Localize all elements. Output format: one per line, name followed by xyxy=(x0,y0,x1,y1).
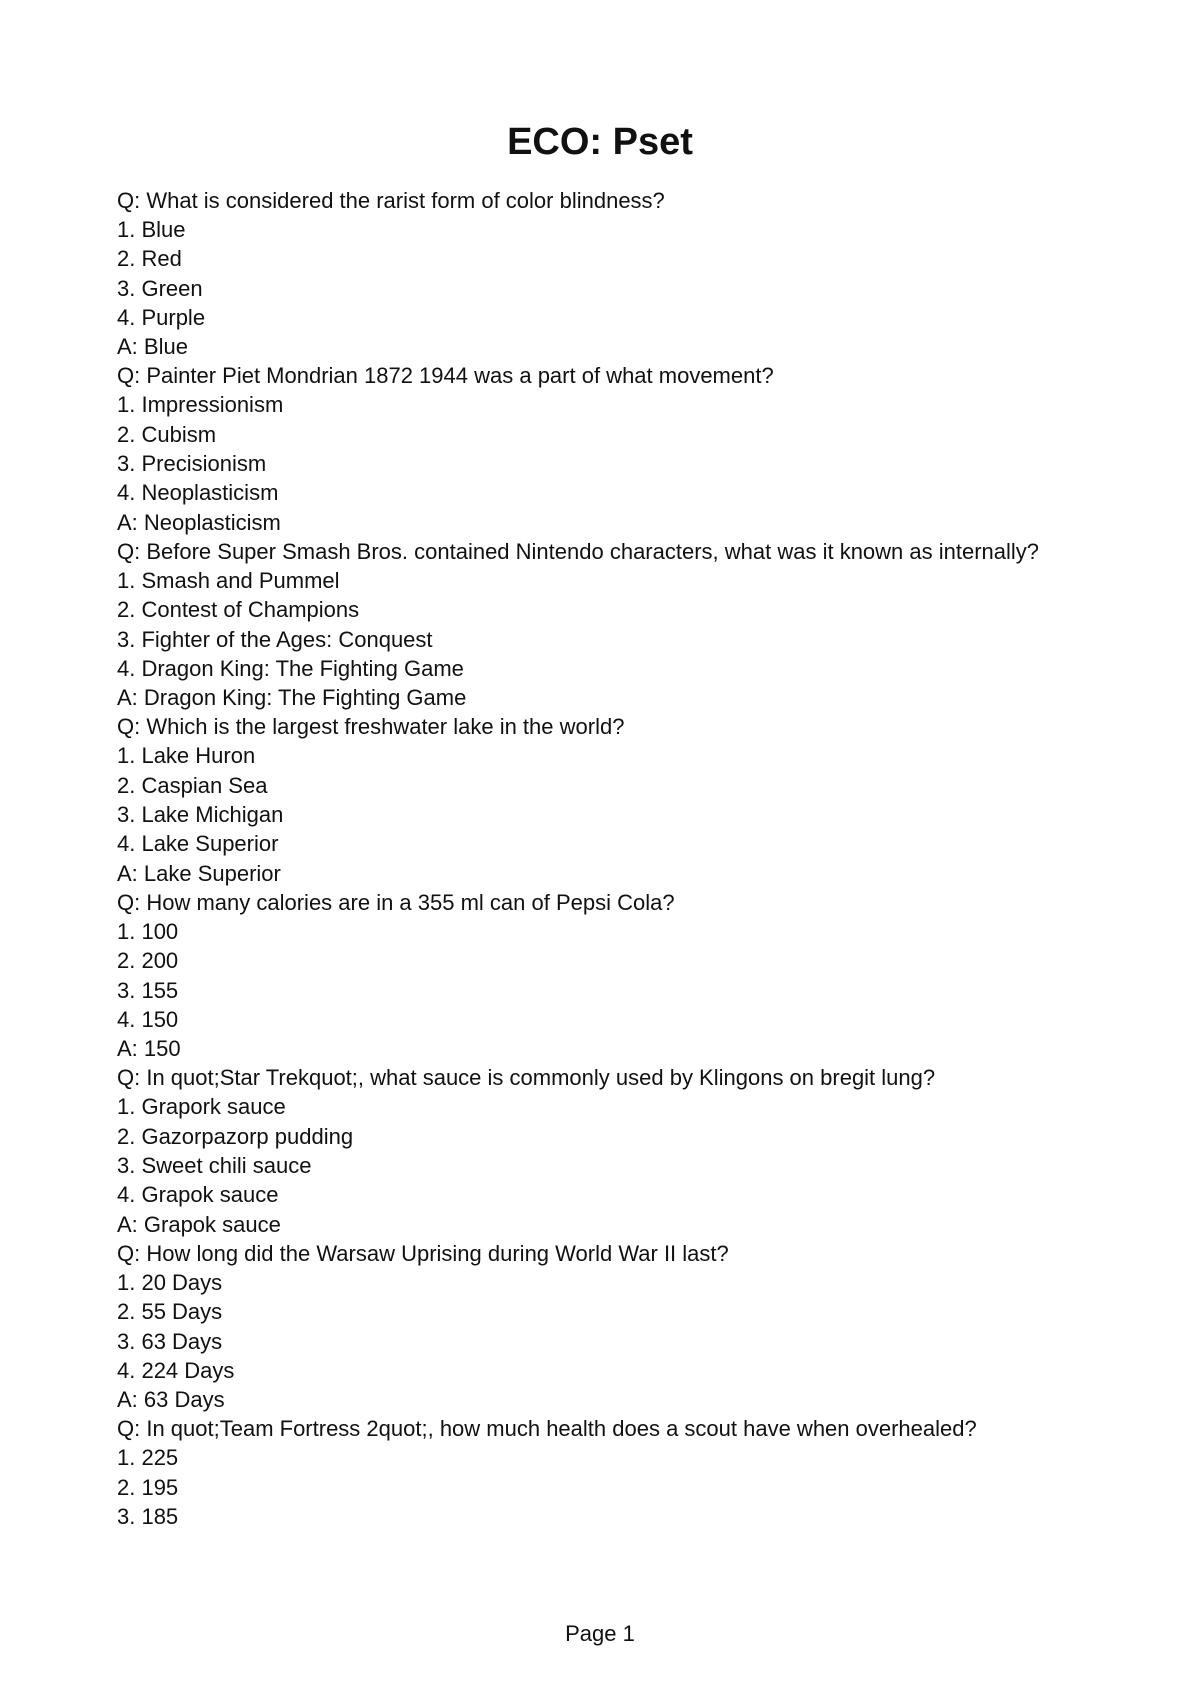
answer-text: A: Lake Superior xyxy=(117,860,281,886)
option-1: 1. 20 Days xyxy=(117,1269,223,1295)
option-3: 3. Fighter of the Ages: Conquest xyxy=(117,626,433,652)
page-title: ECO: Pset xyxy=(507,121,693,163)
option-1: 1. Smash and Pummel xyxy=(117,567,340,593)
question-list xyxy=(117,186,1077,1531)
option-4: 4. Dragon King: The Fighting Game xyxy=(117,655,464,681)
question-block xyxy=(117,712,1077,887)
option-3: 3. Green xyxy=(117,275,203,301)
question-block xyxy=(117,186,1077,361)
option-3: 3. Sweet chili sauce xyxy=(117,1153,312,1179)
option-4: 4. 224 Days xyxy=(117,1357,235,1383)
option-2: 2. Gazorpazorp pudding xyxy=(117,1123,354,1149)
option-2: 2. Caspian Sea xyxy=(117,772,268,798)
option-3: 3. Lake Michigan xyxy=(117,802,284,828)
question-block xyxy=(117,888,1077,1063)
option-2: 2. Cubism xyxy=(117,421,217,447)
option-4: 4. Grapok sauce xyxy=(117,1182,279,1208)
question-text: Q: Before Super Smash Bros. contained Nintendo characters, what was it known as internally? xyxy=(117,538,1040,564)
option-2: 2. 200 xyxy=(117,948,179,974)
question-block xyxy=(117,361,1077,536)
option-4: 4. Purple xyxy=(117,304,206,330)
option-3: 3. 155 xyxy=(117,977,179,1003)
question-text: Q: What is considered the rarist form of color blindness? xyxy=(117,188,665,213)
option-3: 3. 63 Days xyxy=(117,1328,223,1354)
question-text: Q: In quot;Star Trekquot;, what sauce is commonly used by Klingons on bregit lung? xyxy=(117,1065,936,1091)
question-block xyxy=(117,537,1077,712)
option-2: 2. 195 xyxy=(117,1474,179,1500)
answer-text: A: Neoplasticism xyxy=(117,509,281,535)
option-3: 3. Precisionism xyxy=(117,451,267,477)
question-block xyxy=(117,1239,1077,1414)
option-1: 1. 225 xyxy=(117,1445,179,1471)
option-1: 1. 100 xyxy=(117,918,179,944)
option-1: 1. Grapork sauce xyxy=(117,1094,286,1120)
question-text: Q: How many calories are in a 355 ml can of Pepsi Cola? xyxy=(117,889,675,915)
answer-text: A: Grapok sauce xyxy=(117,1211,281,1237)
option-1: 1. Blue xyxy=(117,217,186,242)
option-2: 2. Red xyxy=(117,246,182,272)
answer-text: A: 63 Days xyxy=(117,1387,225,1413)
option-2: 2. 55 Days xyxy=(117,1299,223,1325)
option-4: 4. 150 xyxy=(117,1006,179,1032)
question-text: Q: Painter Piet Mondrian 1872 1944 was a part of what movement? xyxy=(117,363,774,389)
option-2: 2. Contest of Champions xyxy=(117,597,360,623)
option-3: 3. 185 xyxy=(117,1503,179,1529)
question-text: Q: Which is the largest freshwater lake in the world? xyxy=(117,714,625,740)
option-1: 1. Lake Huron xyxy=(117,743,256,769)
question-text: Q: In quot;Team Fortress 2quot;, how much health does a scout have when overhealed? xyxy=(117,1416,977,1442)
answer-text: A: 150 xyxy=(117,1036,181,1062)
question-block xyxy=(117,1063,1077,1238)
option-4: 4. Lake Superior xyxy=(117,831,279,857)
question-text: Q: How long did the Warsaw Uprising during World War II last? xyxy=(117,1240,729,1266)
option-1: 1. Impressionism xyxy=(117,392,284,418)
answer-text: A: Dragon King: The Fighting Game xyxy=(117,685,467,711)
question-block xyxy=(117,1414,1077,1531)
option-4: 4. Neoplasticism xyxy=(117,480,279,506)
page-number: Page 1 xyxy=(565,1621,635,1646)
answer-text: A: Blue xyxy=(117,334,188,360)
